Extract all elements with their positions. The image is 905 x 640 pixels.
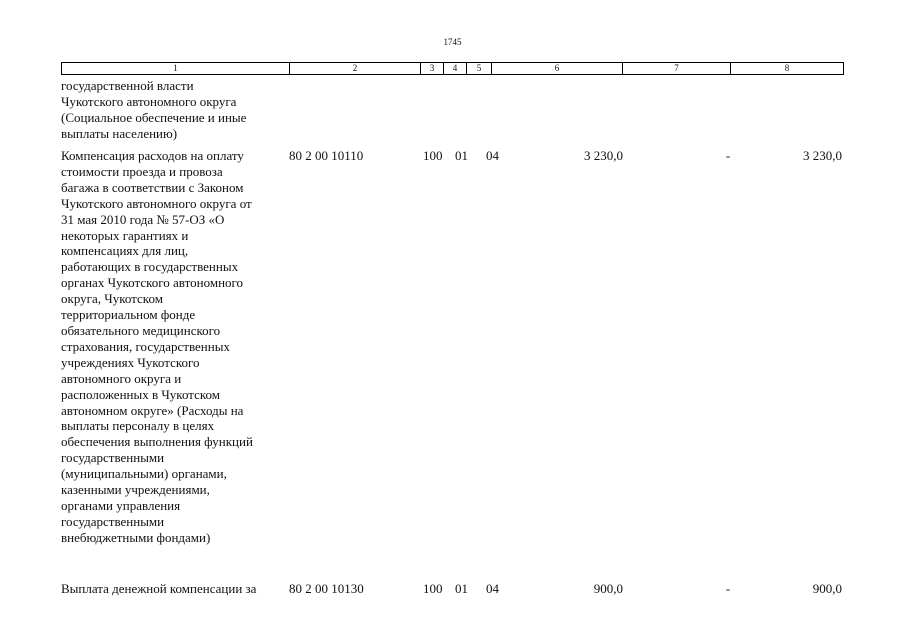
header-col-2: 2 (289, 63, 420, 74)
row-col-5: 04 (486, 148, 499, 163)
row-col-6: 3 230,0 (584, 148, 623, 163)
row-col-3: 100 (423, 148, 443, 163)
row-code: 80 2 00 10110 (289, 148, 364, 163)
header-col-1: 1 (173, 63, 178, 73)
row-code: 80 2 00 10130 (289, 581, 364, 596)
header-col-4: 4 (443, 63, 466, 74)
header-col-3: 3 (420, 63, 443, 74)
header-col-5: 5 (466, 63, 491, 74)
row-col-4: 01 (455, 581, 468, 596)
header-col-7: 7 (622, 63, 730, 74)
row-col-7: - (725, 148, 731, 163)
row-col-8: 900,0 (812, 581, 842, 596)
row-col-6: 900,0 (593, 581, 623, 596)
continuation-text: государственной власти Чукотского автономного округа (Социальное обеспечение и иные выплаты населению) (61, 78, 247, 141)
row-col-4: 01 (455, 148, 468, 163)
row-col-8: 3 230,0 (803, 148, 842, 163)
row-col-5: 04 (486, 581, 499, 596)
row-col-7: - (725, 581, 731, 596)
row-col-3: 100 (423, 581, 443, 596)
header-col-6: 6 (491, 63, 622, 74)
table-header (61, 62, 844, 75)
page-number: 1745 (443, 37, 462, 47)
header-col-8: 8 (730, 63, 843, 74)
row-description: Компенсация расходов на оплату стоимости проезда и провоза багажа в соответствии с Законом Чукотского автономного округа от 31 мая 2010 года № 57-ОЗ «О некоторых гарантиях и компенсациях для лиц, работающих в государственных органах Чукотского автономного округа, Чукотском территориальном фонде обязательного медицинского страхования, государственных учреждениях Чукотского автономного округа и расположенных в Чукотском автономном округе» (Расходы на выплаты персоналу в целях обеспечения выполнения функций государственными (муниципальными) органами, казенными учреждениями, органами управления государственными внебюджетными фондами) (61, 148, 253, 545)
row-description: Выплата денежной компенсации за (61, 581, 257, 596)
